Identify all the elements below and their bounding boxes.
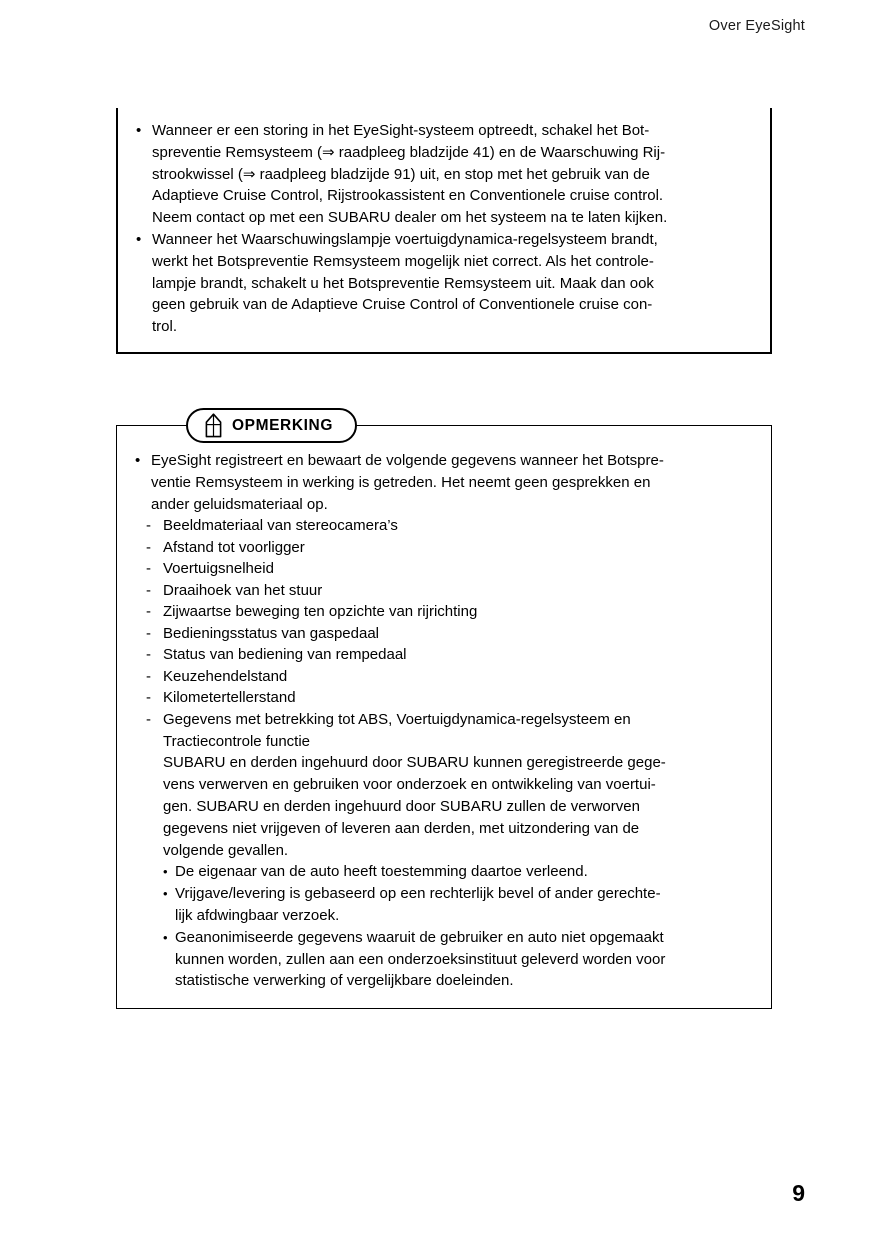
note-badge	[186, 408, 357, 443]
recorded-data-item: - Afstand tot voorligger	[131, 537, 757, 559]
exception-list	[163, 861, 757, 992]
recorded-data-line: - Gegevens met betrekking tot ABS, Voertuigdynamica-regelsysteem en	[163, 710, 631, 728]
note-intro-line: • EyeSight registreert en bewaart de volgende gegevens wanneer het Botspre-	[151, 452, 664, 469]
recorded-data-list	[131, 515, 757, 992]
recorded-data-line: Tractiecontrole functie	[163, 732, 311, 750]
exception-line: lijk afdwingbaar verzoek.	[175, 907, 340, 925]
continuation-line: gen. SUBARU en derden ingehuurd door SUBARU zullen de verworven	[163, 798, 640, 816]
warning-bullet-line: Neem contact op met een SUBARU dealer om het systeem na te laten kijken.	[152, 209, 668, 227]
recorded-data-item	[131, 709, 757, 992]
warning-bullet-line: trol.	[152, 318, 178, 336]
note-badge-label: OPMERKING	[232, 417, 333, 435]
warning-bullet-line: Adaptieve Cruise Control, Rijstrookassistent en Conventionele cruise control.	[152, 187, 664, 205]
warning-bullet-item	[132, 120, 756, 229]
recorded-data-item: - Voertuigsnelheid	[131, 558, 757, 580]
warning-bullet-item	[132, 229, 756, 338]
warning-bullet-line: • Wanneer het Waarschuwingslampje voertuigdynamica-regelsysteem brandt,	[152, 230, 658, 248]
page-header	[709, 18, 805, 34]
warning-bullet-line: strookwissel (⇒ raadpleeg bladzijde 91) uit, en stop met het gebruik van de	[152, 165, 650, 183]
note-intro-list	[131, 450, 757, 515]
recorded-data-item: - Zijwaartse beweging ten opzichte van rijrichting	[131, 601, 757, 623]
continuation-line: SUBARU en derden ingehuurd door SUBARU kunnen geregistreerde gege-	[163, 754, 666, 772]
continuation-line: volgende gevallen.	[163, 841, 289, 859]
note-box	[116, 425, 772, 1009]
warning-bullet-line: • Wanneer er een storing in het EyeSight-systeem optreedt, schakel het Bot-	[152, 122, 650, 139]
recorded-data-item: - Keuzehendelstand	[131, 666, 757, 688]
exception-line: statistische verwerking of vergelijkbare doeleinden.	[175, 972, 514, 990]
page-number: 9	[792, 1180, 805, 1206]
recorded-data-item: - Beeldmateriaal van stereocamera’s	[131, 515, 757, 537]
continuation-line: vens verwerven en gebruiken voor onderzoek en ontwikkeling van voertui-	[163, 776, 656, 794]
recorded-data-item: - Kilometertellerstand	[131, 687, 757, 709]
exception-line: De eigenaar van de auto heeft toestemming daartoe verleend.	[175, 863, 588, 881]
note-intro-item	[131, 450, 757, 515]
warning-bullet-line: geen gebruik van de Adaptieve Cruise Control of Conventionele cruise con-	[152, 296, 653, 314]
exception-item	[163, 883, 757, 927]
warning-bullet-line: lampje brandt, schakelt u het Botspreventie Remsysteem uit. Maak dan ook	[152, 274, 654, 292]
exception-line: • Vrijgave/levering is gebaseerd op een rechterlijk bevel of ander gerechte-	[175, 885, 661, 903]
warning-bullet-list	[132, 120, 756, 338]
continuation-line: gegevens niet vrijgeven of leveren aan derden, met uitzondering van de	[163, 819, 640, 837]
pencil-icon	[204, 413, 223, 438]
exception-line: kunnen worden, zullen aan een onderzoeksinstituut geleverd worden voor	[175, 950, 666, 968]
page-header-title: Over EyeSight	[708, 18, 805, 34]
recorded-data-item: - Draaihoek van het stuur	[131, 580, 757, 602]
warning-bullet-line: spreventie Remsysteem (⇒ raadpleeg bladzijde 41) en de Waarschuwing Rij-	[152, 143, 666, 161]
exception-item	[163, 927, 757, 992]
exception-item	[163, 861, 757, 883]
note-intro-line: ander geluidsmateriaal op.	[151, 495, 328, 513]
note-intro-line: ventie Remsysteem in werking is getreden. Het neemt geen gesprekken en	[151, 473, 651, 491]
recorded-data-item: - Bedieningsstatus van gaspedaal	[131, 623, 757, 645]
warning-bullet-line: werkt het Botspreventie Remsysteem mogelijk niet correct. Als het controle-	[152, 252, 654, 270]
recorded-data-item: - Status van bediening van rempedaal	[131, 644, 757, 666]
exception-line: • Geanonimiseerde gegevens waaruit de gebruiker en auto niet opgemaakt	[175, 928, 664, 946]
warning-box	[116, 108, 772, 354]
